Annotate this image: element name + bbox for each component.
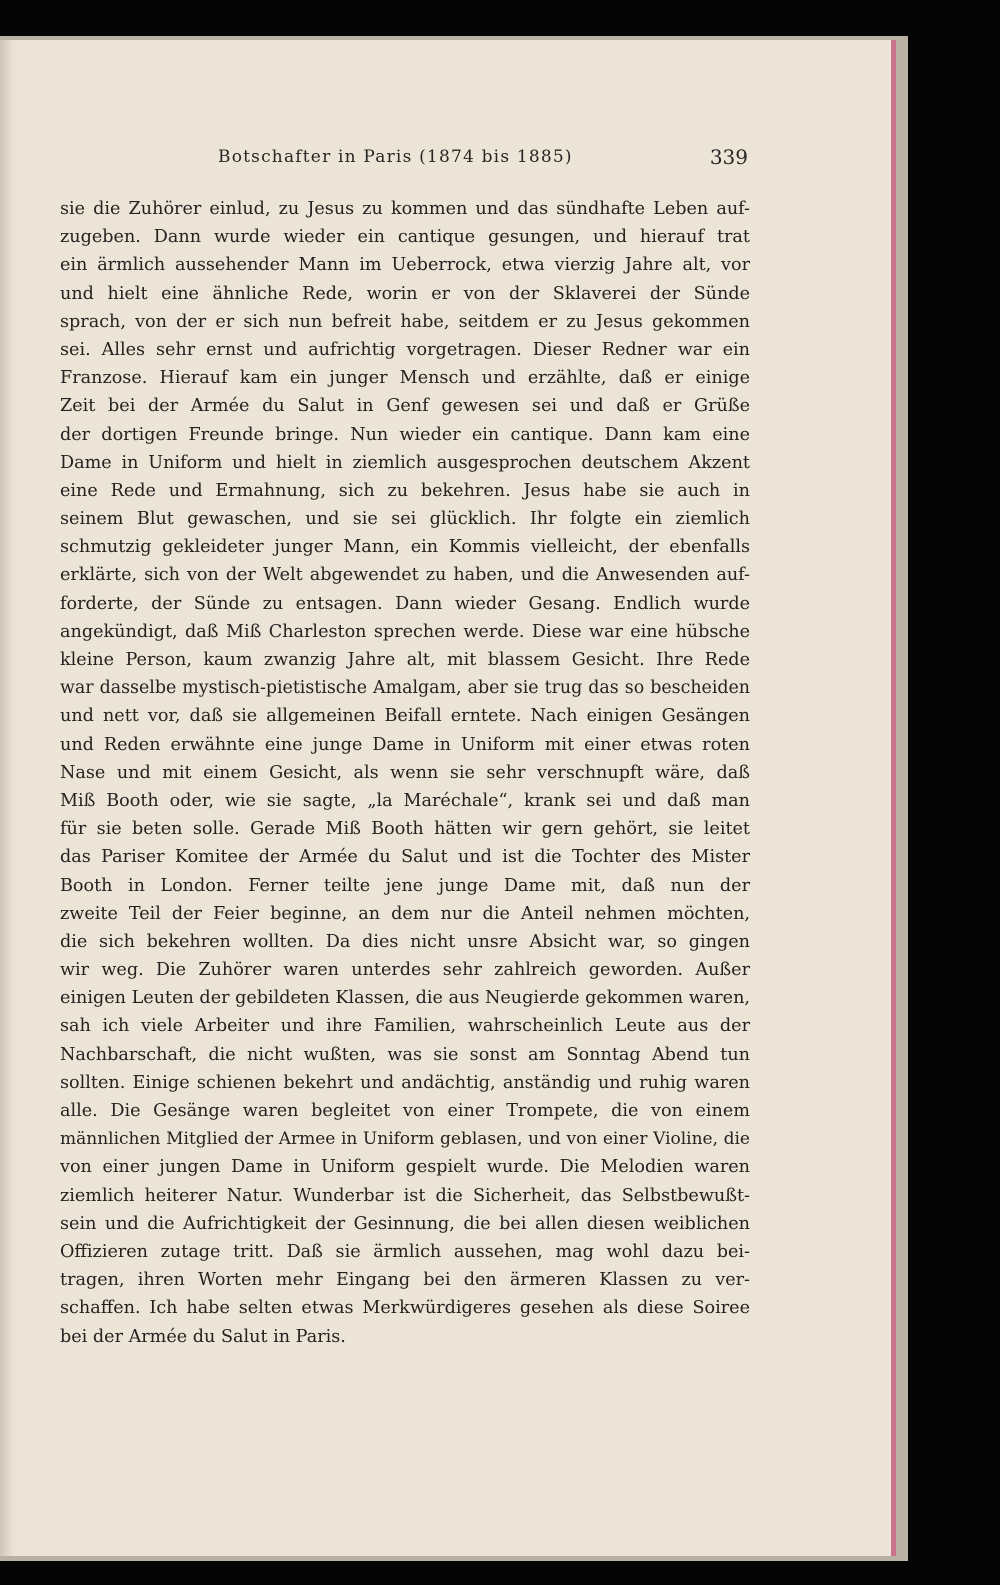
text-line: für sie beten solle. Gerade Miß Booth hätten wir gern gehört, sie leitet <box>60 819 750 840</box>
running-title: Botschafter in Paris (1874 bis 1885) <box>218 147 573 167</box>
text-line: männlichen Mitglied der Armee in Uniform geblasen, und von einer Violine, die <box>60 1129 750 1150</box>
text-line: schmutzig gekleideter junger Mann, ein Kommis vielleicht, der ebenfalls <box>60 537 750 558</box>
text-line-last: bei der Armée du Salut in Paris. <box>60 1326 346 1347</box>
text-line: einigen Leuten der gebildeten Klassen, die aus Neugierde gekommen waren, <box>60 988 750 1009</box>
text-line: Franzose. Hierauf kam ein junger Mensch und erzählte, daß er einige <box>60 368 750 389</box>
text-line: Dame in Uniform und hielt in ziemlich ausgesprochen deutschem Akzent <box>60 452 750 473</box>
text-line: Booth in London. Ferner teilte jene junge Dame mit, daß nun der <box>60 875 750 896</box>
text-line: eine Rede und Ermahnung, sich zu bekehren. Jesus habe sie auch in <box>60 480 750 501</box>
text-line: angekündigt, daß Miß Charleston sprechen werde. Diese war eine hübsche <box>60 621 750 642</box>
text-line: sein und die Aufrichtigkeit der Gesinnung, die bei allen diesen weiblichen <box>60 1213 750 1234</box>
text-line: sie die Zuhörer einlud, zu Jesus zu kommen und das sündhafte Leben auf- <box>60 199 750 219</box>
text-line: Nachbarschaft, die nicht wußten, was sie sonst am Sonntag Abend tun <box>60 1044 750 1065</box>
text-line: Nase und mit einem Gesicht, als wenn sie sehr verschnupft wäre, daß <box>60 762 750 783</box>
text-line: ziemlich heiterer Natur. Wunderbar ist die Sicherheit, das Selbstbewußt- <box>60 1185 750 1206</box>
text-line: forderte, der Sünde zu entsagen. Dann wieder Gesang. Endlich wurde <box>60 593 750 614</box>
text-line: sollten. Einige schienen bekehrt und andächtig, anständig und ruhig waren <box>60 1072 750 1093</box>
gutter-shadow <box>0 40 14 1556</box>
text-line: wir weg. Die Zuhörer waren unterdes sehr zahlreich geworden. Außer <box>60 960 750 981</box>
text-line: der dortigen Freunde bringe. Nun wieder ein cantique. Dann kam eine <box>60 424 750 445</box>
text-line: von einer jungen Dame in Uniform gespielt wurde. Die Melodien waren <box>60 1157 750 1178</box>
text-line: seinem Blut gewaschen, und sie sei glücklich. Ihr folgte ein ziemlich <box>60 509 750 530</box>
text-line: schaffen. Ich habe selten etwas Merkwürdigeres gesehen als diese Soiree <box>60 1298 750 1319</box>
body-text <box>60 195 750 1351</box>
text-line: die sich bekehren wollten. Da dies nicht unsre Absicht war, so gingen <box>60 931 750 952</box>
running-head <box>58 147 748 175</box>
text-line: alle. Die Gesänge waren begleitet von einer Trompete, die von einem <box>60 1101 750 1121</box>
text-line: und Reden erwähnte eine junge Dame in Uniform mit einer etwas roten <box>60 734 750 755</box>
text-line: ein ärmlich aussehender Mann im Ueberrock, etwa vierzig Jahre alt, vor <box>60 255 750 276</box>
text-line: war dasselbe mystisch-pietistische Amalgam, aber sie trug das so bescheiden <box>60 678 750 699</box>
page-number: 339 <box>709 145 748 169</box>
text-line: und nett vor, daß sie allgemeinen Beifall erntete. Nach einigen Gesängen <box>60 706 750 727</box>
text-line: Miß Booth oder, wie sie sagte, „la Maréchale“, krank sei und daß man <box>60 790 750 811</box>
text-line: zweite Teil der Feier beginne, an dem nur die Anteil nehmen möchten, <box>60 903 750 924</box>
text-line: Offizieren zutage tritt. Daß sie ärmlich aussehen, mag wohl dazu bei- <box>60 1241 750 1262</box>
text-line: Zeit bei der Armée du Salut in Genf gewesen sei und daß er Grüße <box>60 396 750 417</box>
text-line: und hielt eine ähnliche Rede, worin er von der Sklaverei der Sünde <box>60 283 750 304</box>
text-line: sah ich viele Arbeiter und ihre Familien, wahrscheinlich Leute aus der <box>60 1016 750 1037</box>
text-line: sei. Alles sehr ernst und aufrichtig vorgetragen. Dieser Redner war ein <box>60 339 750 360</box>
text-line: kleine Person, kaum zwanzig Jahre alt, mit blassem Gesicht. Ihre Rede <box>60 650 750 670</box>
text-line: das Pariser Komitee der Armée du Salut und ist die Tochter des Mister <box>60 847 750 868</box>
text-line: tragen, ihren Worten mehr Eingang bei den ärmeren Klassen zu ver- <box>60 1270 750 1291</box>
text-line: sprach, von der er sich nun befreit habe, seitdem er zu Jesus gekommen <box>60 311 750 332</box>
text-line: erklärte, sich von der Welt abgewendet zu haben, und die Anwesenden auf- <box>60 565 750 586</box>
text-line: zugeben. Dann wurde wieder ein cantique gesungen, und hierauf trat <box>60 227 750 248</box>
